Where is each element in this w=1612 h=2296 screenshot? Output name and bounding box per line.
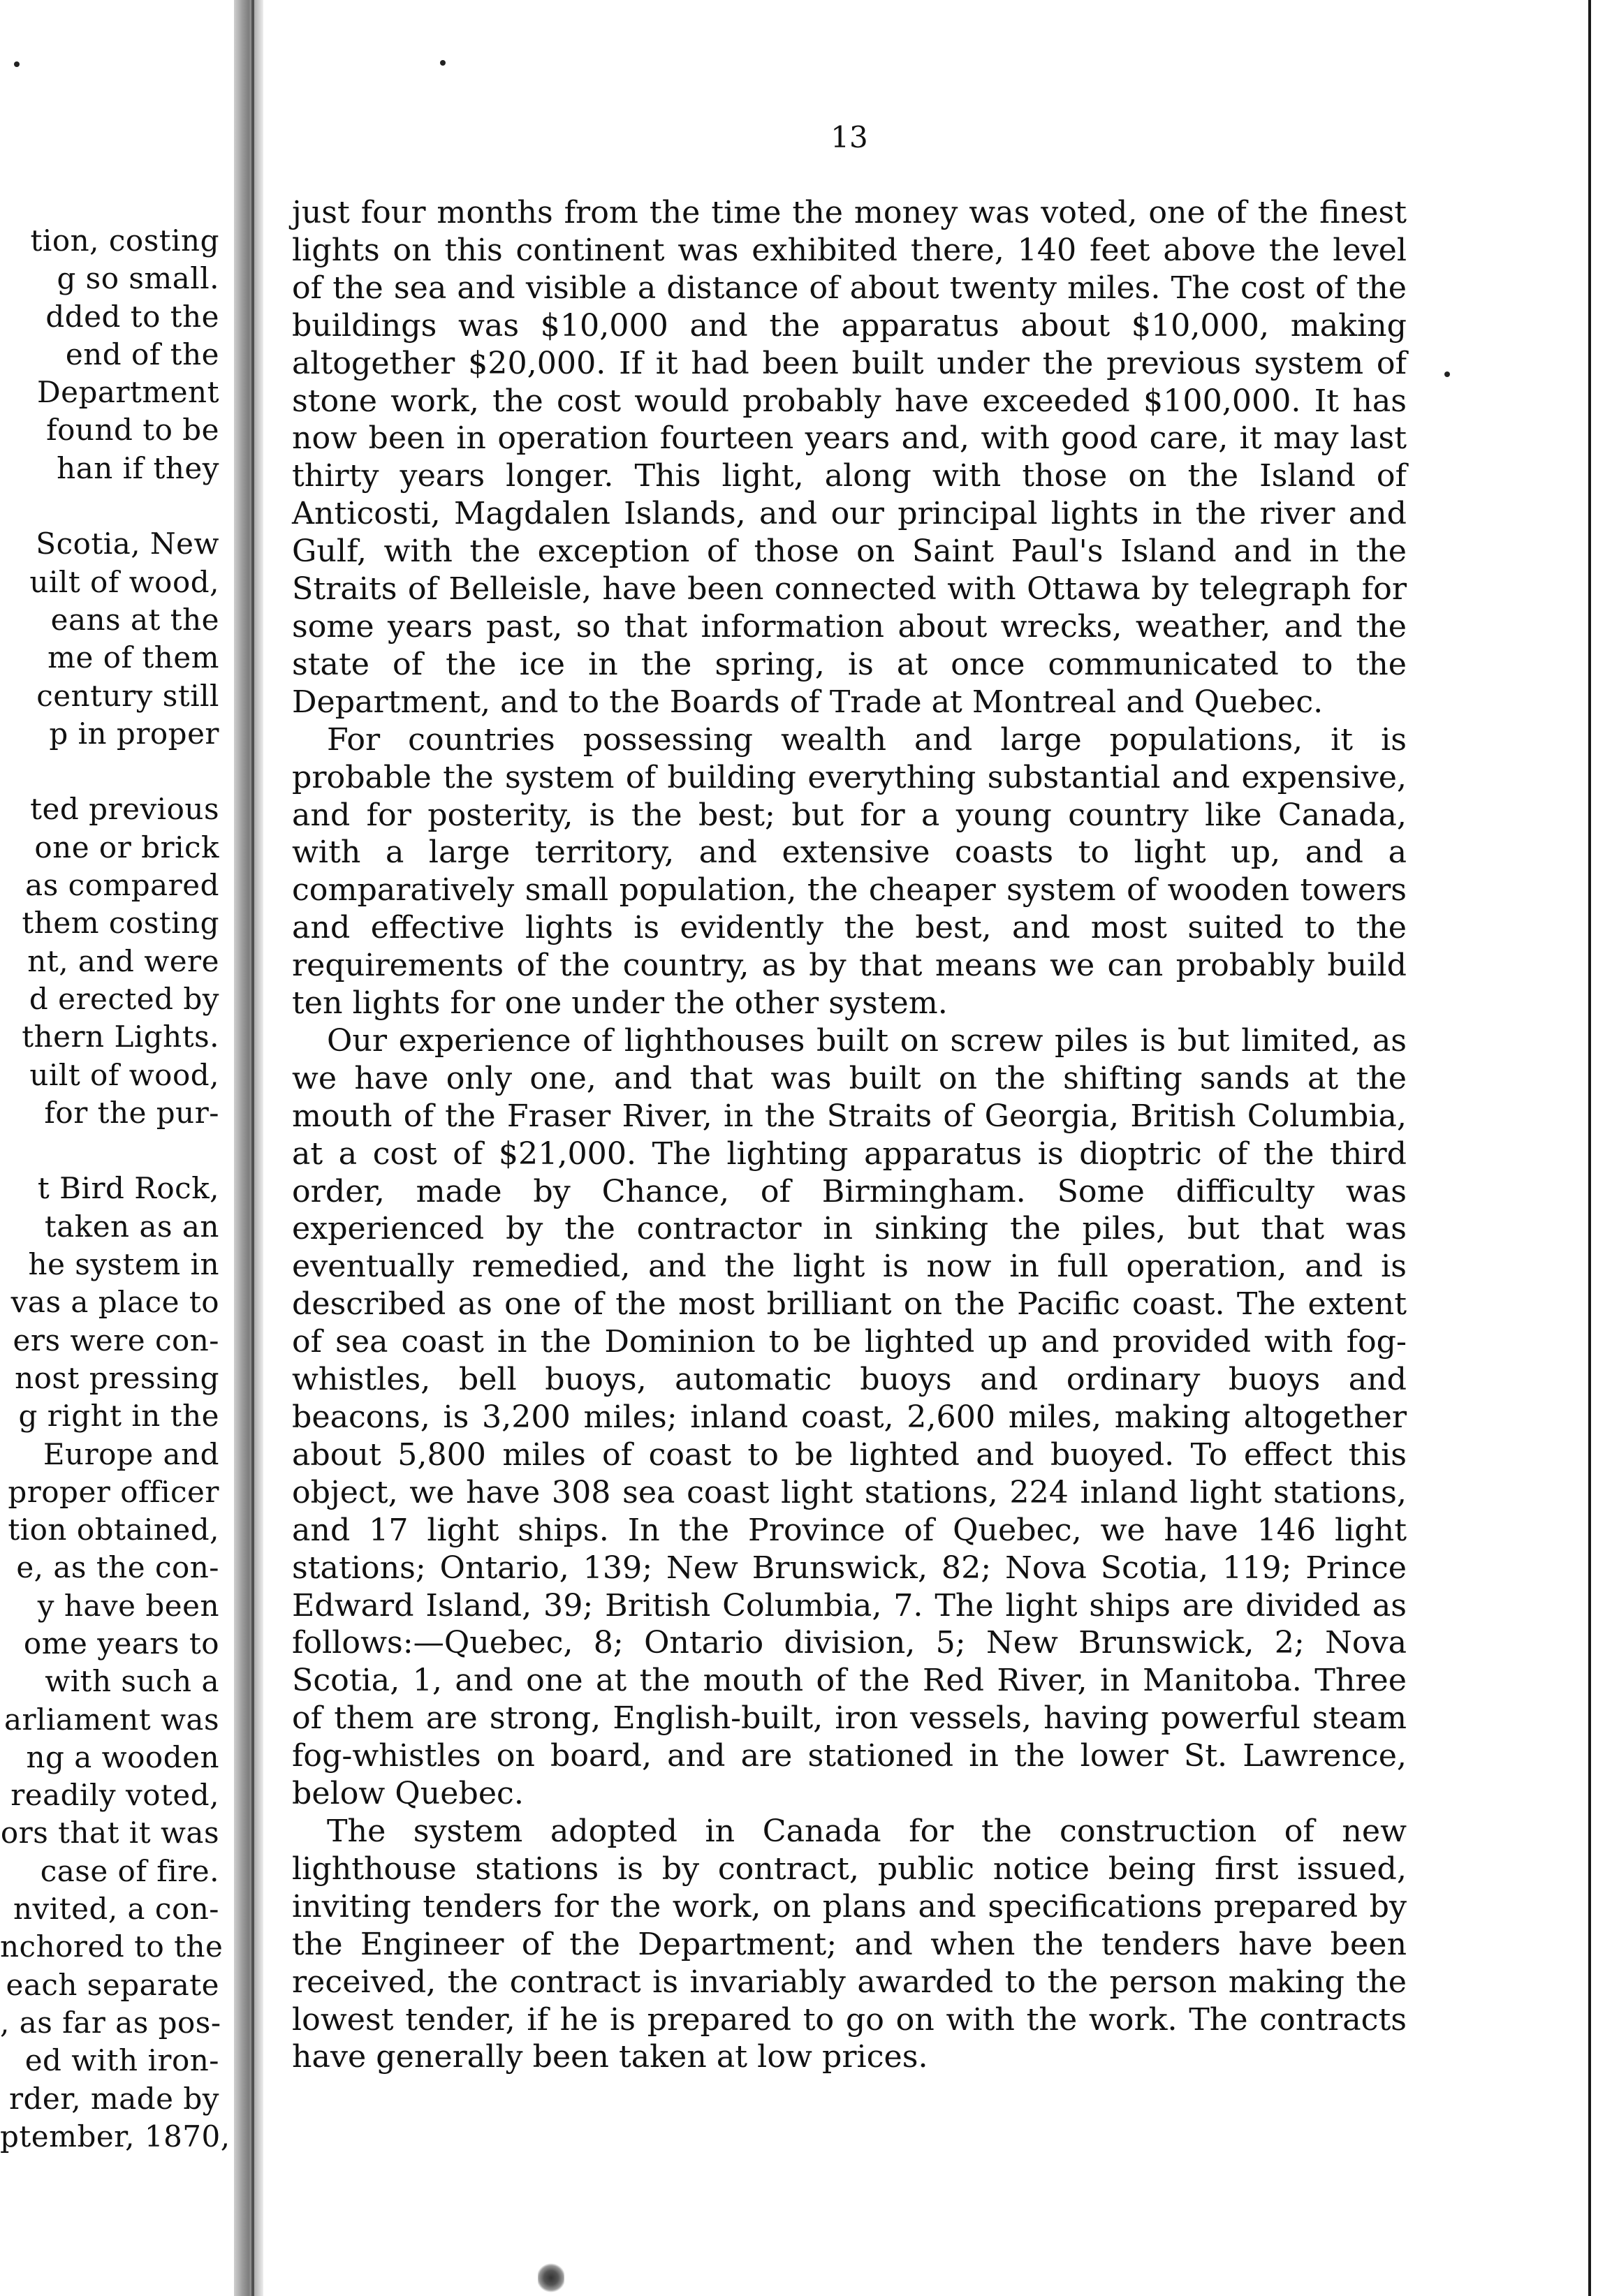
fragment-line: taken as an <box>44 1209 219 1244</box>
page-gutter-line <box>251 0 254 2296</box>
fragment-line: t Bird Rock, <box>37 1171 219 1206</box>
fragment-line: as compared <box>25 868 219 903</box>
fragment-line: me of them <box>47 640 219 675</box>
fragment-line: Department <box>36 375 219 410</box>
fragment-line: eans at the <box>50 602 219 637</box>
paragraph: just four months from the time the money was voted, one of the finest lights on this continent was exhibited there, 140 feet above the level of the sea and visible a distance of about twenty miles. The cost of the buildings was $10,000 and the apparatus about $10,000, making altogether $20,000. If it had been built under the previous system of stone work, the cost would probably have exceeded $100,000. It has now been in operation fourteen years and, with good care, it may last thirty years longer. This light, along with those on the Island of Anticosti, Magdalen Islands, and our principal lights in the river and Gulf, with the exception of those on Saint Paul's Island and in the Straits of Belleisle, have been connected with Ottawa by telegraph for some years past, so that information about wrecks, weather, and the state of the ice in the spring, is at once communicated to the Department, and to the Boards of Trade at Montreal and Quebec. <box>292 195 1407 720</box>
fragment-line: uilt of wood, <box>29 564 219 599</box>
fragment-line: nost pressing <box>15 1360 219 1395</box>
fragment-line: Scotia, New <box>36 527 219 561</box>
fragment-line: century still <box>36 678 219 713</box>
fragment-line: dded to the <box>45 299 219 334</box>
fragment-line: them costing <box>22 906 219 941</box>
page-gutter-shadow <box>234 0 263 2296</box>
fragment-line: nt, and were <box>27 943 219 978</box>
fragment-line: ted previous <box>30 792 219 827</box>
fragment-gap <box>0 1132 235 1170</box>
fragment-line: ome years to <box>23 1626 219 1661</box>
paragraph: The system adopted in Canada for the construction of new lighthouse stations is by contract, public notice being first issued, inviting tenders for the work, on plans and specifications prepared by the Engineer of the Department; and when the tenders have been received, the contract is invariably awarded to the person making the lowest tender, if he is prepared to go on with the work. The contracts have generally been taken at low prices. <box>292 1813 1407 2075</box>
fragment-line: vas a place to <box>10 1285 219 1320</box>
page-right-edge <box>1588 0 1591 2296</box>
fragment-line: with such a <box>45 1664 219 1699</box>
fragment-line: nchored to the <box>0 1929 224 1964</box>
fragment-line: rder, made by <box>8 2081 219 2116</box>
main-text-column <box>292 194 1407 2076</box>
fragment-line: found to be <box>46 413 219 448</box>
fragment-line: ors that it was <box>0 1816 219 1850</box>
fragment-line: uilt of wood, <box>29 1057 219 1092</box>
fragment-gap <box>0 487 235 525</box>
fragment-line: y have been <box>37 1588 219 1623</box>
fragment-line: g right in the <box>18 1399 219 1434</box>
fragment-line: proper officer <box>8 1474 219 1509</box>
fragment-gap <box>0 753 235 790</box>
fragment-line: g so small. <box>57 261 219 296</box>
facing-page-fragments <box>0 222 235 2156</box>
fragment-line: e, as the con- <box>16 1550 219 1585</box>
fragment-line: ers were con- <box>13 1323 219 1357</box>
fragment-line: tion, costing <box>30 223 219 258</box>
fragment-line: arliament was <box>3 1702 219 1737</box>
fragment-line: ng a wooden <box>26 1739 219 1774</box>
fragment-line: Europe and <box>43 1436 219 1471</box>
fragment-line: nvited, a con- <box>13 1892 219 1927</box>
fragment-line: d erected by <box>29 981 219 1016</box>
fragment-line: tion obtained, <box>8 1513 219 1547</box>
fragment-line: , as far as pos- <box>0 2005 221 2040</box>
fragment-line: ed with iron- <box>24 2043 219 2078</box>
stray-ink-dot <box>440 60 446 66</box>
fragment-line: thern Lights. <box>22 1020 219 1054</box>
fragment-line: each separate <box>6 1967 219 2002</box>
stray-ink-dot <box>1444 371 1450 377</box>
stray-ink-dot <box>14 61 20 67</box>
page-number: 13 <box>830 120 868 154</box>
fragment-line: p in proper <box>49 716 219 751</box>
fragment-line: han if they <box>57 450 219 485</box>
fragment-line: he system in <box>28 1247 219 1282</box>
fragment-line: readily voted, <box>10 1778 219 1813</box>
bottom-ink-blot <box>538 2262 564 2293</box>
fragment-line: case of fire. <box>40 1853 219 1888</box>
fragment-line: ptember, 1870, <box>0 2119 230 2154</box>
fragment-line: one or brick <box>34 830 219 864</box>
paragraph: Our experience of lighthouses built on screw piles is but limited, as we have only one, and that was built on the shifting sands at the mouth of the Fraser River, in the Straits of Georgia, British Columbia, at a cost of $21,000. The lighting apparatus is dioptric of the third order, made by Chance, of Birmingham. Some difficulty was experienced by the contractor in sinking the piles, but that was eventually remedied, and the light is now in full operation, and is described as one of the most brilliant on the Pacific coast. The extent of sea coast in the Dominion to be lighted up and provided with fog-whistles, bell buoys, automatic buoys and ordinary buoys and beacons, is 3,200 miles; inland coast, 2,600 miles, making altogether about 5,800 miles of coast to be lighted and buoyed. To effect this object, we have 308 sea coast light stations, 224 inland light stations, and 17 light ships. In the Province of Quebec, we have 146 light stations; Ontario, 139; New Brunswick, 82; Nova Scotia, 119; Prince Edward Island, 39; British Columbia, 7. The light ships are divided as follows:—Quebec, 8; Ontario division, 5; New Brunswick, 2; Nova Scotia, 1, and one at the mouth of the Red River, in Manitoba. Three of them are strong, English-built, iron vessels, having powerful steam fog-whistles on board, and are stationed in the lower St. Lawrence, below Quebec. <box>292 1022 1407 1812</box>
paragraph: For countries possessing wealth and large populations, it is probable the system of building everything substantial and expensive, and for posterity, is the best; but for a young country like Canada, with a large territory, and extensive coasts to light up, and a comparatively small population, the cheaper system of wooden towers and effective lights is evidently the best, and most suited to the requirements of the country, as by that means we can probably build ten lights for one under the other system. <box>292 721 1407 1022</box>
fragment-line: end of the <box>65 337 219 371</box>
fragment-line: for the pur- <box>44 1095 219 1130</box>
